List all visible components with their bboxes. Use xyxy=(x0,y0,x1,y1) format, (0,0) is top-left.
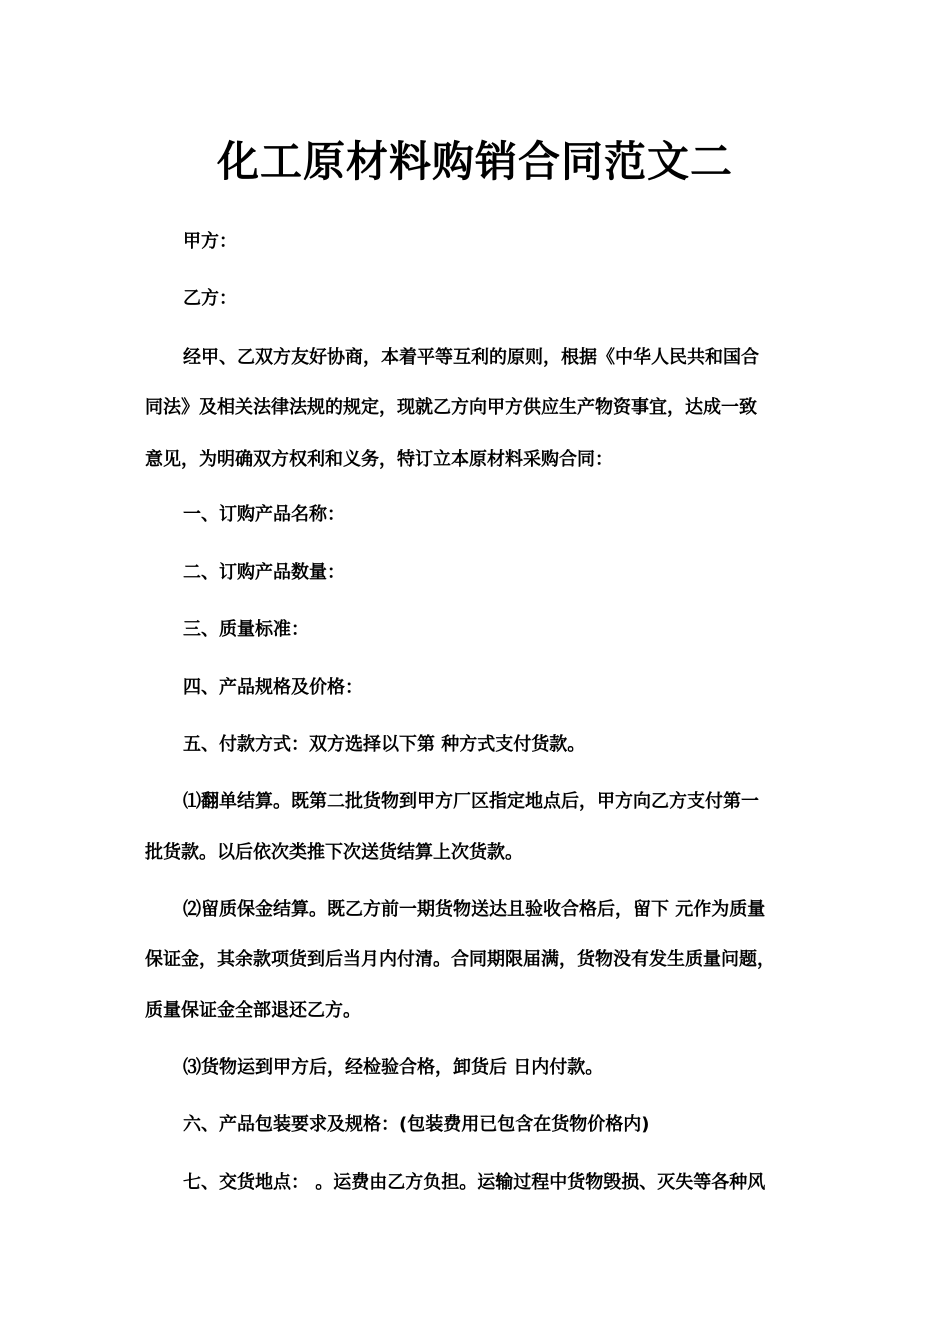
clause-5: 五、付款方式：双方选择以下第 种方式支付货款。 xyxy=(183,734,586,755)
party-a-line: 甲方： xyxy=(183,231,237,252)
payment-option-2-line-3: 质量保证金全部退还乙方。 xyxy=(145,1000,361,1021)
payment-option-3: ⑶货物运到甲方后，经检验合格，卸货后 日内付款。 xyxy=(183,1057,604,1078)
party-b-line: 乙方： xyxy=(183,288,237,309)
payment-option-2-line-2: 保证金，其余款项货到后当月内付清。合同期限届满，货物没有发生质量问题， xyxy=(145,949,775,970)
payment-option-1-line-1: ⑴翻单结算。既第二批货物到甲方厂区指定地点后，甲方向乙方支付第一 xyxy=(183,791,759,812)
clause-1: 一、订购产品名称： xyxy=(183,504,345,525)
clause-6: 六、产品包装要求及规格：(包装费用已包含在货物价格内) xyxy=(183,1114,650,1135)
clause-4: 四、产品规格及价格： xyxy=(183,677,363,698)
payment-option-2-line-1: ⑵留质保金结算。既乙方前一期货物送达且验收合格后，留下 元作为质量 xyxy=(183,899,766,920)
clause-3: 三、质量标准： xyxy=(183,619,309,640)
preamble-line-1: 经甲、乙双方友好协商，本着平等互利的原则，根据《中华人民共和国合 xyxy=(183,347,759,368)
preamble-line-2: 同法》及相关法律法规的规定，现就乙方向甲方供应生产物资事宜，达成一致 xyxy=(145,397,757,418)
payment-option-1-line-2: 批货款。以后依次类推下次送货结算上次货款。 xyxy=(145,842,523,863)
clause-2: 二、订购产品数量： xyxy=(183,562,345,583)
document-title: 化工原材料购销合同范文二 xyxy=(216,137,733,186)
preamble-line-3: 意见，为明确双方权利和义务，特订立本原材料采购合同： xyxy=(145,449,613,470)
clause-7: 七、交货地点： 。运费由乙方负担。运输过程中货物毁损、灭失等各种风 xyxy=(183,1172,766,1193)
